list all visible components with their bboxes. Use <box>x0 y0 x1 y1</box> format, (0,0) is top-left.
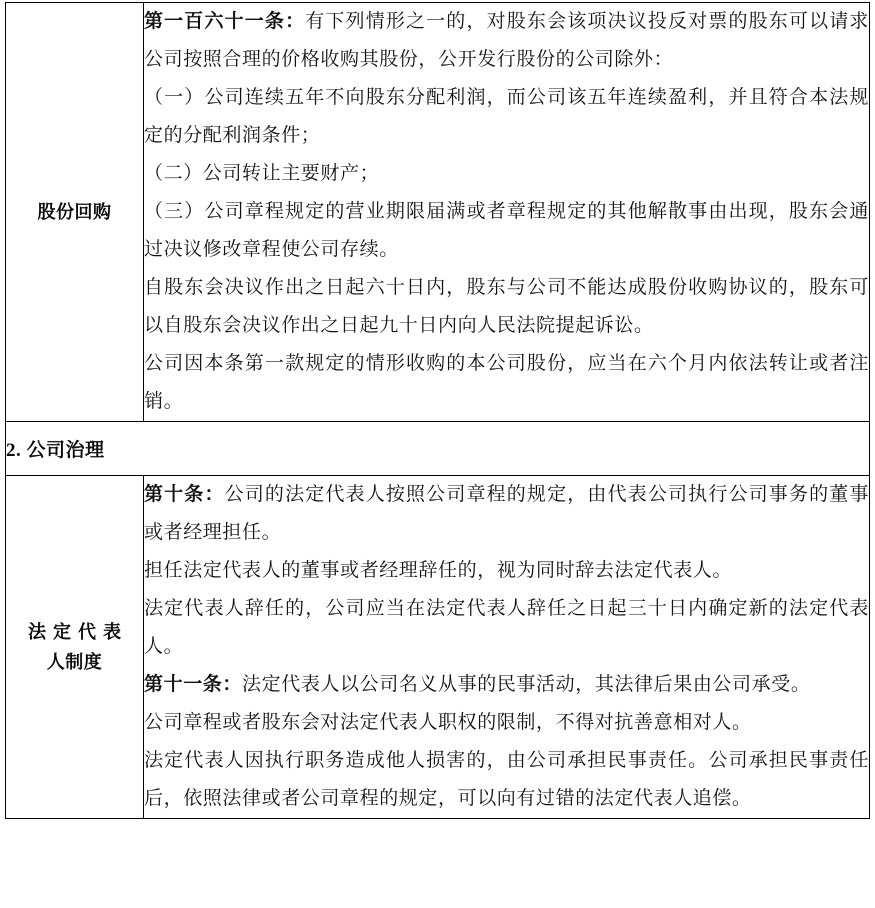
table-body <box>6 3 870 819</box>
clause-paragraph <box>144 79 869 155</box>
row-label-line: 股份回购 <box>37 202 112 222</box>
row-label-line: 人制度 <box>46 652 103 672</box>
clause-lead: 第十一条： <box>144 674 243 695</box>
clause-text: 有下列情形之一的，对股东会该项决议投反对票的股东可以请求公司按照合理的价格收购其股份，公开发行股份的公司除外： <box>144 11 869 70</box>
row-body-cell-share-repurchase <box>144 3 870 422</box>
clause-paragraph <box>144 666 869 704</box>
clause-paragraph <box>144 742 869 818</box>
table-row <box>6 476 870 819</box>
clause-text: 法定代表人辞任的，公司应当在法定代表人辞任之日起三十日内确定新的法定代表人。 <box>144 598 869 657</box>
clause-lead: 第一百六十一条： <box>144 11 306 32</box>
clause-text: 公司章程或者股东会对法定代表人职权的限制，不得对抗善意相对人。 <box>144 712 752 733</box>
row-label-line: 法定代表 <box>28 622 128 642</box>
section-header-title: 2. 公司治理 <box>6 422 870 476</box>
clause-paragraph <box>144 155 869 193</box>
clause-text: 公司的法定代表人按照公司章程的规定，由代表公司执行公司事务的董事或者经理担任。 <box>144 484 870 543</box>
clause-text: 法定代表人以公司名义从事的民事活动，其法律后果由公司承受。 <box>242 674 811 695</box>
clause-paragraph <box>144 590 869 666</box>
row-label-text <box>6 617 143 677</box>
clause-paragraph <box>144 269 869 345</box>
row-label-text <box>6 197 143 227</box>
row-body-cell-legal-representative <box>144 476 870 819</box>
clause-paragraph <box>144 3 869 79</box>
clause-paragraph <box>144 345 869 421</box>
clause-text: 自股东会决议作出之日起六十日内，股东与公司不能达成股份收购协议的，股东可以自股东会决议作出之日起九十日内向人民法院提起诉讼。 <box>144 277 869 336</box>
clause-text: （一）公司连续五年不向股东分配利润，而公司该五年连续盈利，并且符合本法规定的分配利润条件； <box>144 87 869 146</box>
clause-text: （三）公司章程规定的营业期限届满或者章程规定的其他解散事由出现，股东会通过决议修改章程使公司存续。 <box>144 201 869 260</box>
clause-text: 担任法定代表人的董事或者经理辞任的，视为同时辞去法定代表人。 <box>144 560 733 581</box>
row-label-cell-share-repurchase <box>6 3 144 422</box>
clause-paragraph <box>144 704 869 742</box>
table-row <box>6 3 870 422</box>
clause-text: 法定代表人因执行职务造成他人损害的，由公司承担民事责任。公司承担民事责任后，依照法律或者公司章程的规定，可以向有过错的法定代表人追偿。 <box>144 750 869 809</box>
section-header-row <box>6 422 870 476</box>
clause-lead: 第十条： <box>144 484 225 505</box>
clause-paragraph <box>144 476 869 552</box>
clause-text: 公司因本条第一款规定的情形收购的本公司股份，应当在六个月内依法转让或者注销。 <box>144 353 869 412</box>
legal-comparison-table <box>5 2 870 819</box>
clause-text: （二）公司转让主要财产； <box>144 163 380 184</box>
clause-paragraph <box>144 193 869 269</box>
row-label-cell-legal-representative <box>6 476 144 819</box>
clause-paragraph <box>144 552 869 590</box>
